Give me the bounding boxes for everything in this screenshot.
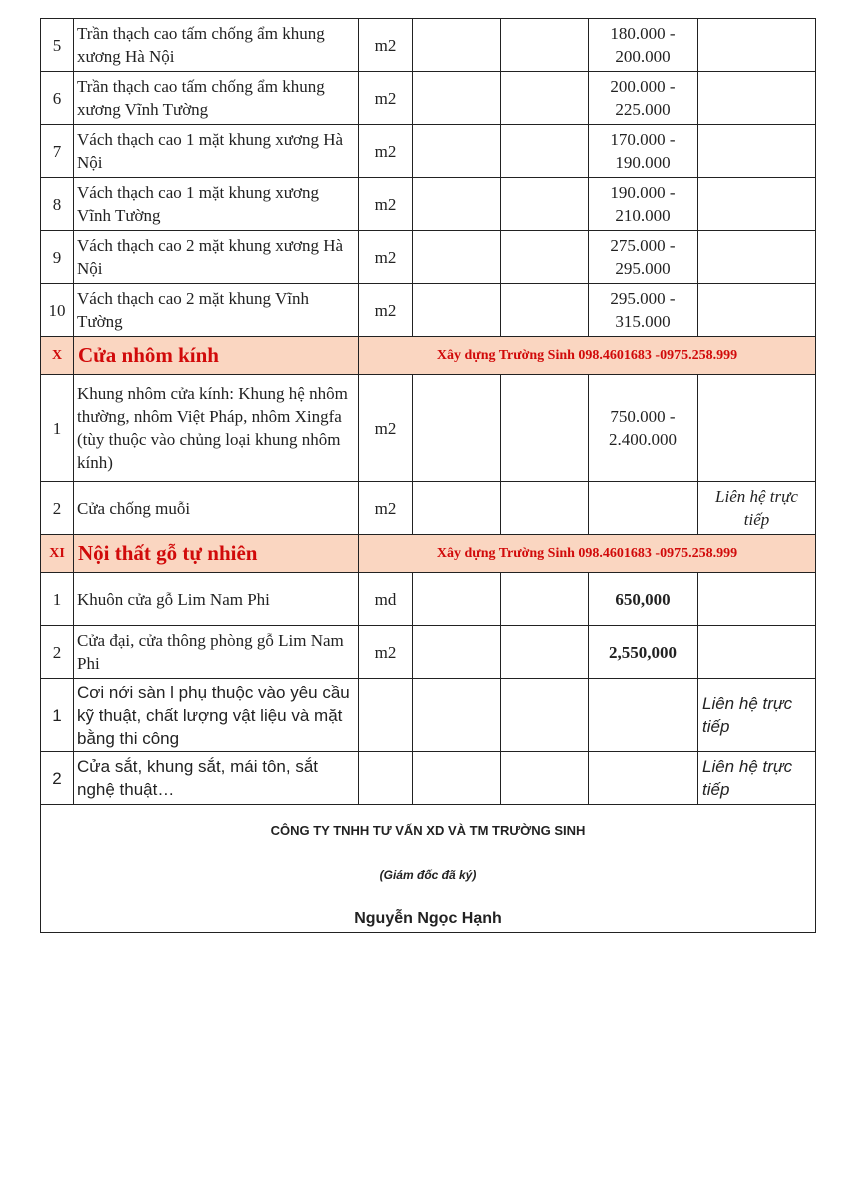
row-number: 6 xyxy=(41,72,74,125)
item-unit: m2 xyxy=(359,19,413,72)
item-name: Vách thạch cao 1 mặt khung xương Vĩnh Tường xyxy=(74,178,359,231)
signature-row xyxy=(41,805,816,933)
table-row xyxy=(41,19,816,72)
section-title: Nội thất gỗ tự nhiên xyxy=(74,535,359,573)
empty-cell xyxy=(413,231,501,284)
item-note xyxy=(698,72,816,125)
table-row xyxy=(41,482,816,535)
row-number: 2 xyxy=(41,482,74,535)
empty-cell xyxy=(501,72,589,125)
row-number: 1 xyxy=(41,679,74,752)
item-unit: m2 xyxy=(359,125,413,178)
item-price: 650,000 xyxy=(589,573,698,626)
item-price: 275.000 - 295.000 xyxy=(589,231,698,284)
empty-cell xyxy=(413,626,501,679)
item-price: 190.000 - 210.000 xyxy=(589,178,698,231)
item-unit xyxy=(359,679,413,752)
item-unit: m2 xyxy=(359,375,413,482)
price-table xyxy=(40,18,816,933)
empty-cell xyxy=(501,19,589,72)
empty-cell xyxy=(501,125,589,178)
item-name: Trần thạch cao tấm chống ẩm khung xương Vĩnh Tường xyxy=(74,72,359,125)
item-unit: m2 xyxy=(359,284,413,337)
empty-cell xyxy=(501,482,589,535)
table-row xyxy=(41,626,816,679)
empty-cell xyxy=(501,626,589,679)
item-unit: m2 xyxy=(359,482,413,535)
table-row xyxy=(41,125,816,178)
empty-cell xyxy=(501,573,589,626)
row-number: 8 xyxy=(41,178,74,231)
item-unit: m2 xyxy=(359,178,413,231)
empty-cell xyxy=(413,573,501,626)
empty-cell xyxy=(501,284,589,337)
section-number: X xyxy=(41,337,74,375)
item-price: 750.000 - 2.400.000 xyxy=(589,375,698,482)
item-price: 295.000 - 315.000 xyxy=(589,284,698,337)
item-name: Khuôn cửa gỗ Lim Nam Phi xyxy=(74,573,359,626)
item-name: Cơi nới sàn l phụ thuộc vào yêu cầu kỹ thuật, chất lượng vật liệu và mặt bằng thi công xyxy=(74,679,359,752)
empty-cell xyxy=(413,19,501,72)
row-number: 1 xyxy=(41,573,74,626)
signed-note: (Giám đốc đã ký) xyxy=(379,868,477,882)
item-note xyxy=(698,284,816,337)
table-row xyxy=(41,752,816,805)
item-note xyxy=(698,375,816,482)
section-header-x xyxy=(41,337,816,375)
item-price: 170.000 - 190.000 xyxy=(589,125,698,178)
empty-cell xyxy=(501,231,589,284)
item-name: Vách thạch cao 2 mặt khung Vĩnh Tường xyxy=(74,284,359,337)
item-name: Vách thạch cao 2 mặt khung xương Hà Nội xyxy=(74,231,359,284)
item-price: 200.000 - 225.000 xyxy=(589,72,698,125)
table-row xyxy=(41,231,816,284)
empty-cell xyxy=(413,284,501,337)
row-number: 2 xyxy=(41,752,74,805)
section-title: Cửa nhôm kính xyxy=(74,337,359,375)
empty-cell xyxy=(413,72,501,125)
empty-cell xyxy=(413,178,501,231)
row-number: 10 xyxy=(41,284,74,337)
row-number: 7 xyxy=(41,125,74,178)
item-name: Cửa đại, cửa thông phòng gỗ Lim Nam Phi xyxy=(74,626,359,679)
company-name: CÔNG TY TNHH TƯ VẤN XD VÀ TM TRƯỜNG SINH xyxy=(270,823,586,838)
item-note xyxy=(698,573,816,626)
item-price xyxy=(589,482,698,535)
table-row xyxy=(41,375,816,482)
item-note: Liên hệ trực tiếp xyxy=(698,482,816,535)
item-price: 180.000 - 200.000 xyxy=(589,19,698,72)
section-number: XI xyxy=(41,535,74,573)
table-row xyxy=(41,178,816,231)
item-note: Liên hệ trực tiếp xyxy=(698,679,816,752)
item-unit xyxy=(359,752,413,805)
table-row xyxy=(41,284,816,337)
item-unit: m2 xyxy=(359,231,413,284)
item-name: Trần thạch cao tấm chống ẩm khung xương Hà Nội xyxy=(74,19,359,72)
section-header-xi xyxy=(41,535,816,573)
item-note xyxy=(698,178,816,231)
empty-cell xyxy=(501,375,589,482)
item-unit: m2 xyxy=(359,72,413,125)
item-note xyxy=(698,19,816,72)
item-name: Vách thạch cao 1 mặt khung xương Hà Nội xyxy=(74,125,359,178)
table-row xyxy=(41,72,816,125)
row-number: 2 xyxy=(41,626,74,679)
item-name: Cửa sắt, khung sắt, mái tôn, sắt nghệ thuật… xyxy=(74,752,359,805)
empty-cell xyxy=(501,752,589,805)
empty-cell xyxy=(413,125,501,178)
item-unit: md xyxy=(359,573,413,626)
empty-cell xyxy=(413,752,501,805)
row-number: 1 xyxy=(41,375,74,482)
table-row xyxy=(41,573,816,626)
item-unit: m2 xyxy=(359,626,413,679)
item-price xyxy=(589,679,698,752)
item-price: 2,550,000 xyxy=(589,626,698,679)
signature-block xyxy=(41,805,816,933)
empty-cell xyxy=(413,482,501,535)
item-name: Khung nhôm cửa kính: Khung hệ nhôm thường, nhôm Việt Pháp, nhôm Xingfa (tùy thuộc vào chủng loại khung nhôm kính) xyxy=(74,375,359,482)
row-number: 5 xyxy=(41,19,74,72)
director-name: Nguyễn Ngọc Hạnh xyxy=(354,910,502,927)
table-row xyxy=(41,679,816,752)
empty-cell xyxy=(501,178,589,231)
section-contact: Xây dựng Trường Sinh 098.4601683 -0975.258.999 xyxy=(359,535,816,573)
empty-cell xyxy=(413,375,501,482)
empty-cell xyxy=(413,679,501,752)
item-note: Liên hệ trực tiếp xyxy=(698,752,816,805)
item-note xyxy=(698,231,816,284)
item-note xyxy=(698,626,816,679)
row-number: 9 xyxy=(41,231,74,284)
empty-cell xyxy=(501,679,589,752)
section-contact: Xây dựng Trường Sinh 098.4601683 -0975.258.999 xyxy=(359,337,816,375)
item-price xyxy=(589,752,698,805)
item-note xyxy=(698,125,816,178)
item-name: Cửa chống muỗi xyxy=(74,482,359,535)
